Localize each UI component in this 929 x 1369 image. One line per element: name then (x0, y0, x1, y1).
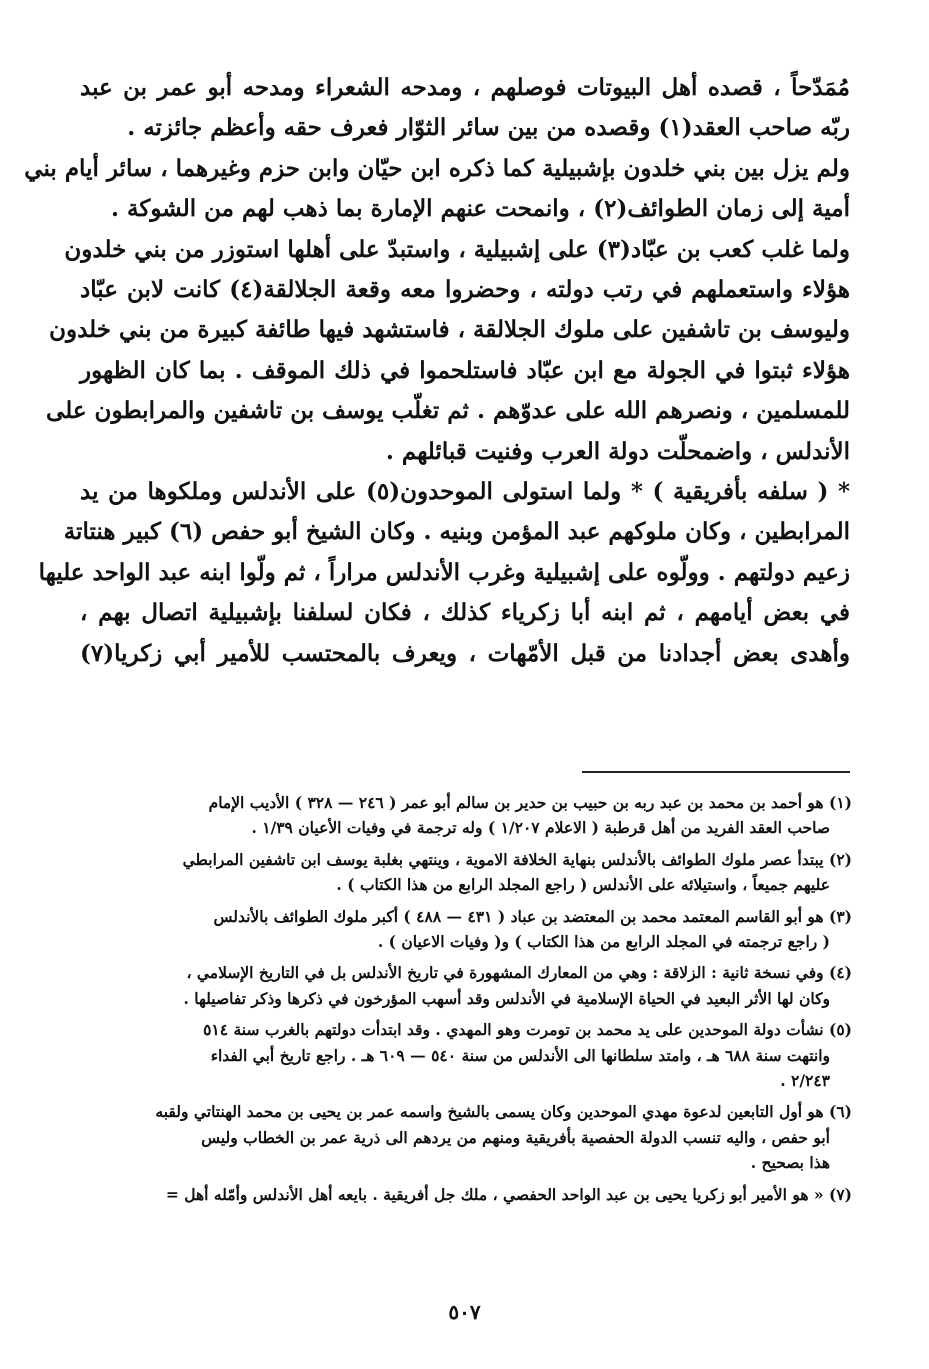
footnote-1 (80, 790, 852, 841)
body-line: هؤلاء ثبتوا في الجولة مع ابن عبّاد فاستلحموا في ذلك الموقف . بما كان الظهور (80, 356, 850, 384)
footnote-line: (٤) وفي نسخة ثانية : الزلاقة : وهي من المعارك المشهورة في تاريخ الأندلس بل في التاريخ الإسلامي ، (186, 963, 852, 983)
footnote-separator (582, 771, 850, 773)
body-line: في بعض أيامهم ، ثم ابنه أبا زكرياء كذلك ، فكان لسلفنا بإشبيلية اتصال بهم ، (80, 599, 850, 627)
footnote-line: (٣) هو أبو القاسم المعتمد محمد بن المعتضد بن عباد ( ٤٣١ — ٤٨٨ ) أكبر ملوك الطوائف بالأندلس (213, 906, 852, 926)
body-line: * ( سلفه بأفريقية ) * ولما استولى الموحدون(٥) على الأندلس وملكوها من يد (80, 478, 850, 506)
footnote-line: ( راجع ترجمته في المجلد الرابع من هذا الكتاب ) و( وفيات الاعيان ) . (377, 932, 830, 952)
footnote-line: (٢) يبتدأ عصر ملوك الطوائف بالأندلس بنهاية الخلافة الاموية ، وينتهي بغلبة يوسف ابن تاشفين المرابطي (182, 849, 852, 869)
footnote-line: ٢/٢٤٣ . (780, 1071, 830, 1091)
footnote-line: وانتهت سنة ٦٨٨ هـ ، وامتد سلطانها الى الأندلس من سنة ٥٤٠ — ٦٠٩ هـ . راجع تاريخ أبي الفداء (210, 1045, 830, 1065)
footnote-4 (80, 960, 852, 1011)
footnote-6 (80, 1099, 852, 1175)
footnote-line: عليهم جميعاً ، واستيلائه على الأندلس ( راجع المجلد الرابع من هذا الكتاب ) . (336, 875, 830, 895)
footnote-2 (80, 847, 852, 898)
footnote-7 (80, 1182, 852, 1207)
body-line: هؤلاء واستعملهم في رتب دولته ، وحضروا معه وقعة الجلالقة(٤) كانت لابن عبّاد (80, 276, 850, 304)
body-line: الأندلس ، واضمحلّت دولة العرب وفنيت قبائلهم . (385, 437, 850, 465)
footnote-line: (٦) هو أول التابعين لدعوة مهدي الموحدين وكان يسمى بالشيخ واسمه عمر بن يحيى بن محمد الهنتاتي ولقبه (155, 1102, 852, 1122)
body-line: وأهدى بعض أجدادنا من قبل الأمّهات ، ويعرف بالمحتسب للأمير أبي زكريا(٧) (80, 639, 850, 667)
footnote-line: وكان لها الأثر البعيد في الحياة الإسلامية في الأندلس وقد أسهب المؤرخون في ذكرها وذكر تفاصيلها . (183, 988, 830, 1008)
main-text-block (24, 68, 850, 674)
body-line: المرابطين ، وكان ملوكهم عبد المؤمن وبنيه . وكان الشيخ أبو حفص (٦) كبير هنتاتة (63, 518, 850, 546)
body-line: وليوسف بن تاشفين على ملوك الجلالقة ، فاستشهد فيها طائفة كبيرة من بني خلدون (49, 316, 850, 344)
body-line: زعيم دولتهم . وولّوه على إشبيلية وغرب الأندلس مراراً ، ثم ولّوا ابنه عبد الواحد عليها (38, 558, 850, 586)
footnote-line: أبو حفص ، واليه تنسب الدولة الحفصية بأفريقية ومنهم من يردهم الى ذرية عمر بن الخطاب وليس (201, 1127, 830, 1147)
body-line: مُمَدّحاً ، قصده أهل البيوتات فوصلهم ، ومدحه الشعراء ومدحه أبو عمر بن عبد (80, 74, 850, 101)
body-line: ربّه صاحب العقد(١) وقصده من بين سائر الثوّار فعرف حقه وأعظم جائزته . (127, 114, 850, 142)
footnote-line: صاحب العقد الفريد من أهل قرطبة ( الاعلام ١/٢٠٧ ) وله ترجمة في وفيات الأعيان ١/٣٩ . (251, 818, 830, 838)
footnote-3 (80, 904, 852, 955)
footnote-line: (٧) « هو الأمير أبو زكريا يحيى بن عبد الواحد الحفصي ، ملك جل أفريقية . بايعه أهل الأندلس وأمّله أهل = (165, 1184, 852, 1204)
page-number: ٥٠٧ (448, 1300, 481, 1324)
body-line: للمسلمين ، ونصرهم الله على عدوّهم . ثم تغلّب يوسف بن تاشفين والمرابطون على (46, 397, 850, 425)
body-line: ولما غلب كعب بن عبّاد(٣) على إشبيلية ، واستبدّ على أهلها استوزر من بني خلدون (64, 235, 850, 263)
footnote-5 (80, 1017, 852, 1093)
body-line: ولم يزل بين بني خلدون بإشبيلية كما ذكره ابن حيّان وابن حزم وغيرهما ، سائر أيام بني (24, 154, 850, 182)
footnote-line: (٥) نشأت دولة الموحدين على يد محمد بن تومرت وهو المهدي . وقد ابتدأت دولتهم بالغرب سنة ٥١٤ (203, 1020, 852, 1040)
footnote-line: هذا بصحيح . (750, 1153, 830, 1173)
body-line: أمية إلى زمان الطوائف(٢) ، وانمحت عنهم الإمارة بما ذهب لهم من الشوكة . (111, 195, 850, 223)
footnotes-block (80, 790, 852, 1213)
footnote-line: (١) هو أحمد بن محمد بن عبد ربه بن حبيب بن حدير بن سالم أبو عمر ( ٢٤٦ — ٣٢٨ ) الأديب الإمام (208, 793, 852, 812)
